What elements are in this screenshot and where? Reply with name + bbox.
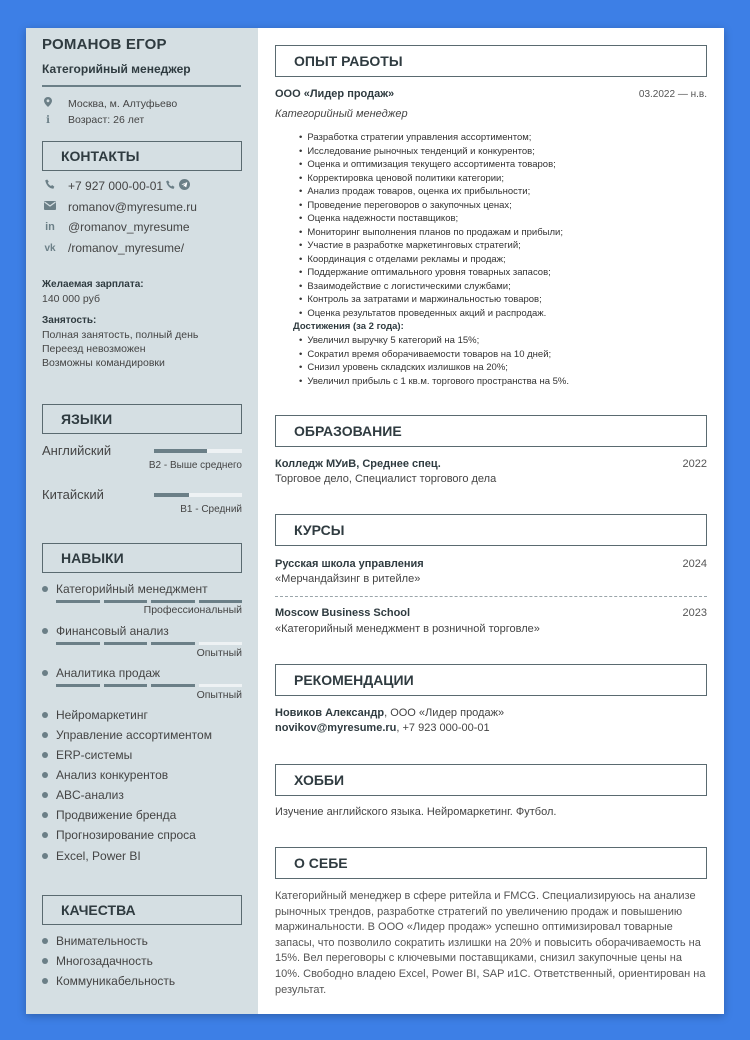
duty-item: • Контроль за затратами и маржинальностью товаров;	[299, 293, 563, 307]
age-text: Возраст: 26 лет	[68, 114, 145, 126]
recommender-name: Новиков Александр	[275, 707, 385, 719]
language-level: B1 - Средний	[180, 504, 242, 515]
courses-heading: КУРСЫ	[275, 514, 707, 546]
achievements-title: Достижения (за 2 года):	[293, 321, 404, 332]
rating-segment	[151, 684, 195, 687]
achievement-item: • Увеличил прибыль с 1 кв.м. торгового пространства на 5%.	[299, 375, 569, 389]
skill-item: Нейромаркетинг	[42, 708, 148, 722]
duty-item: • Мониторинг выполнения планов по продажам и прибыли;	[299, 226, 563, 240]
skill-rating	[56, 684, 242, 687]
recommendation-contact	[275, 722, 490, 734]
skill-item: Прогнозирование спроса	[42, 828, 196, 842]
skill-name: Финансовый анализ	[56, 624, 169, 638]
duty-item: • Взаимодействие с логистическими службами;	[299, 280, 563, 294]
skill-item: Управление ассортиментом	[42, 728, 212, 742]
duties-list	[299, 131, 563, 320]
quality-item: Коммуникабельность	[42, 974, 175, 988]
skill-item: Продвижение бренда	[42, 808, 176, 822]
rating-segment	[104, 642, 148, 645]
course-year: 2024	[682, 558, 707, 570]
rating-segment	[56, 600, 100, 603]
employment-line: Переезд невозможен	[42, 343, 146, 355]
skill-item	[42, 666, 160, 680]
education-year: 2022	[682, 458, 707, 470]
job-dates: 03.2022 — н.в.	[638, 89, 707, 100]
phone-text: +7 927 000-00-01	[68, 179, 164, 193]
skills-heading: НАВЫКИ	[42, 543, 242, 573]
job-position: Категорийный менеджер	[275, 108, 408, 120]
divider	[42, 85, 241, 87]
call-icon	[166, 180, 176, 193]
course-year: 2023	[682, 607, 707, 619]
education-heading: ОБРАЗОВАНИЕ	[275, 415, 707, 447]
contact-vk[interactable]	[42, 241, 184, 255]
candidate-name: РОМАНОВ ЕГОР	[42, 36, 167, 53]
contact-linkedin[interactable]	[42, 220, 190, 234]
recommendation-person	[275, 707, 504, 719]
duty-item: • Поддержание оптимального уровня товарных запасов;	[299, 266, 563, 280]
rating-segment	[151, 642, 195, 645]
duty-item: • Исследование рыночных тенденций и конкурентов;	[299, 145, 563, 159]
company-name: ООО «Лидер продаж»	[275, 88, 395, 100]
linkedin-text: @romanov_myresume	[68, 220, 190, 234]
vk-icon: vk	[44, 242, 56, 254]
skill-name: Категорийный менеджмент	[56, 582, 208, 596]
language-bar	[154, 449, 242, 453]
education-school: Колледж МУиВ, Среднее спец.	[275, 458, 441, 470]
employment-line: Возможны командировки	[42, 357, 165, 369]
experience-heading: ОПЫТ РАБОТЫ	[275, 45, 707, 77]
employment-line: Полная занятость, полный день	[42, 329, 199, 341]
candidate-role: Категорийный менеджер	[42, 62, 191, 76]
skill-name: Аналитика продаж	[56, 666, 161, 680]
rating-segment	[56, 642, 100, 645]
salary-value: 140 000 руб	[42, 293, 100, 305]
rating-segment	[199, 642, 243, 645]
duty-item: • Оценка результатов проведенных акций и распродаж.	[299, 307, 563, 321]
duty-item: • Оценка и оптимизация текущего ассортимента товаров;	[299, 158, 563, 172]
rating-segment	[199, 600, 243, 603]
skill-level: Опытный	[196, 647, 242, 659]
contacts-heading: КОНТАКТЫ	[42, 141, 242, 171]
hobby-heading: ХОББИ	[275, 764, 707, 796]
contact-phone[interactable]	[42, 179, 190, 193]
quality-item: Внимательность	[42, 934, 148, 948]
duty-item: • Корректировка ценовой политики категории;	[299, 172, 563, 186]
info-icon: i	[46, 114, 50, 126]
mail-icon	[42, 201, 58, 213]
duty-item: • Координация с отделами рекламы и продаж;	[299, 253, 563, 267]
hobby-text: Изучение английского языка. Нейромаркетинг. Футбол.	[275, 806, 557, 818]
rating-segment	[104, 684, 148, 687]
location-line	[42, 97, 177, 110]
skill-item	[42, 582, 208, 596]
achievement-item: • Увеличил выручку 5 категорий на 15%;	[299, 334, 569, 348]
employment-label: Занятость:	[42, 315, 97, 326]
recommendations-heading: РЕКОМЕНДАЦИИ	[275, 664, 707, 696]
rating-segment	[151, 600, 195, 603]
divider	[275, 596, 707, 597]
skill-rating	[56, 600, 242, 603]
quality-item: Многозадачность	[42, 954, 153, 968]
telegram-icon	[179, 179, 190, 193]
qualities-heading: КАЧЕСТВА	[42, 895, 242, 925]
language-bar-fill	[154, 493, 189, 497]
course-name: «Мерчандайзинг в ритейле»	[275, 573, 421, 585]
main-content	[275, 28, 707, 1014]
skill-item	[42, 624, 169, 638]
recommender-company: , ООО «Лидер продаж»	[384, 707, 505, 719]
language-level: B2 - Выше среднего	[148, 460, 242, 471]
contact-email[interactable]	[42, 200, 197, 214]
achievement-item: • Снизил уровень складских излишков на 20%;	[299, 361, 569, 375]
phone-icon	[42, 179, 58, 193]
duty-item: • Разработка стратегии управления ассортиментом;	[299, 131, 563, 145]
email-text: romanov@myresume.ru	[68, 200, 197, 214]
language-bar-fill	[154, 449, 207, 453]
duty-item: • Анализ продаж товаров, оценка их прибыльности;	[299, 185, 563, 199]
salary-label: Желаемая зарплата:	[42, 279, 144, 290]
duty-item: • Проведение переговоров о закупочных ценах;	[299, 199, 563, 213]
rating-segment	[104, 600, 148, 603]
location-text: Москва, м. Алтуфьево	[68, 97, 178, 110]
languages-heading: ЯЗЫКИ	[42, 404, 242, 434]
language-bar	[154, 493, 242, 497]
duty-item: • Оценка надежности поставщиков;	[299, 212, 563, 226]
language-name: Английский	[42, 443, 112, 458]
skill-item: Excel, Power BI	[42, 849, 141, 863]
education-field: Торговое дело, Специалист торгового дела	[275, 473, 497, 485]
about-text: Категорийный менеджер в сфере ритейла и FMCG. Специализируюсь на анализе рыночных трендов, разработке стратегий по увеличению продаж и повышению маржинальности. В ООО «Лидер продаж» успешно оптимизировал товарные запасы, что позволило сократить излишки на 20% и повысить оборачиваемость на 15%. Вел переговоры с ключевыми поставщиками, снизил закупочные цены на 10%. Свободно владею Excel, Power BI, SAP и1С. Ответственный, ориентирован на результат.	[275, 890, 706, 996]
skill-level: Профессиональный	[143, 604, 242, 616]
course-org: Moscow Business School	[275, 607, 411, 619]
age-line	[42, 114, 144, 126]
recommender-email[interactable]: novikov@myresume.ru	[275, 722, 397, 734]
achievements-list	[299, 334, 569, 388]
duty-item: • Участие в разработке маркетинговых стратегий;	[299, 239, 563, 253]
course-org: Русская школа управления	[275, 558, 424, 570]
language-name: Китайский	[42, 487, 104, 502]
linkedin-icon: in	[45, 221, 55, 233]
skill-item: Анализ конкурентов	[42, 768, 168, 782]
resume-sheet	[26, 28, 724, 1014]
achievement-item: • Сократил время оборачиваемости товаров на 10 дней;	[299, 348, 569, 362]
skill-rating	[56, 642, 242, 645]
rating-segment	[199, 684, 243, 687]
recommender-phone: , +7 923 000-00-01	[396, 722, 490, 734]
course-name: «Категорийный менеджмент в розничной торговле»	[275, 623, 540, 635]
location-pin-icon	[42, 97, 54, 110]
skill-item: ERP-системы	[42, 748, 132, 762]
about-heading: О СЕБЕ	[275, 847, 707, 879]
rating-segment	[56, 684, 100, 687]
skill-level: Опытный	[196, 689, 242, 701]
sidebar	[26, 28, 258, 1014]
skill-item: ABC-анализ	[42, 788, 124, 802]
vk-text: /romanov_myresume/	[68, 241, 185, 255]
